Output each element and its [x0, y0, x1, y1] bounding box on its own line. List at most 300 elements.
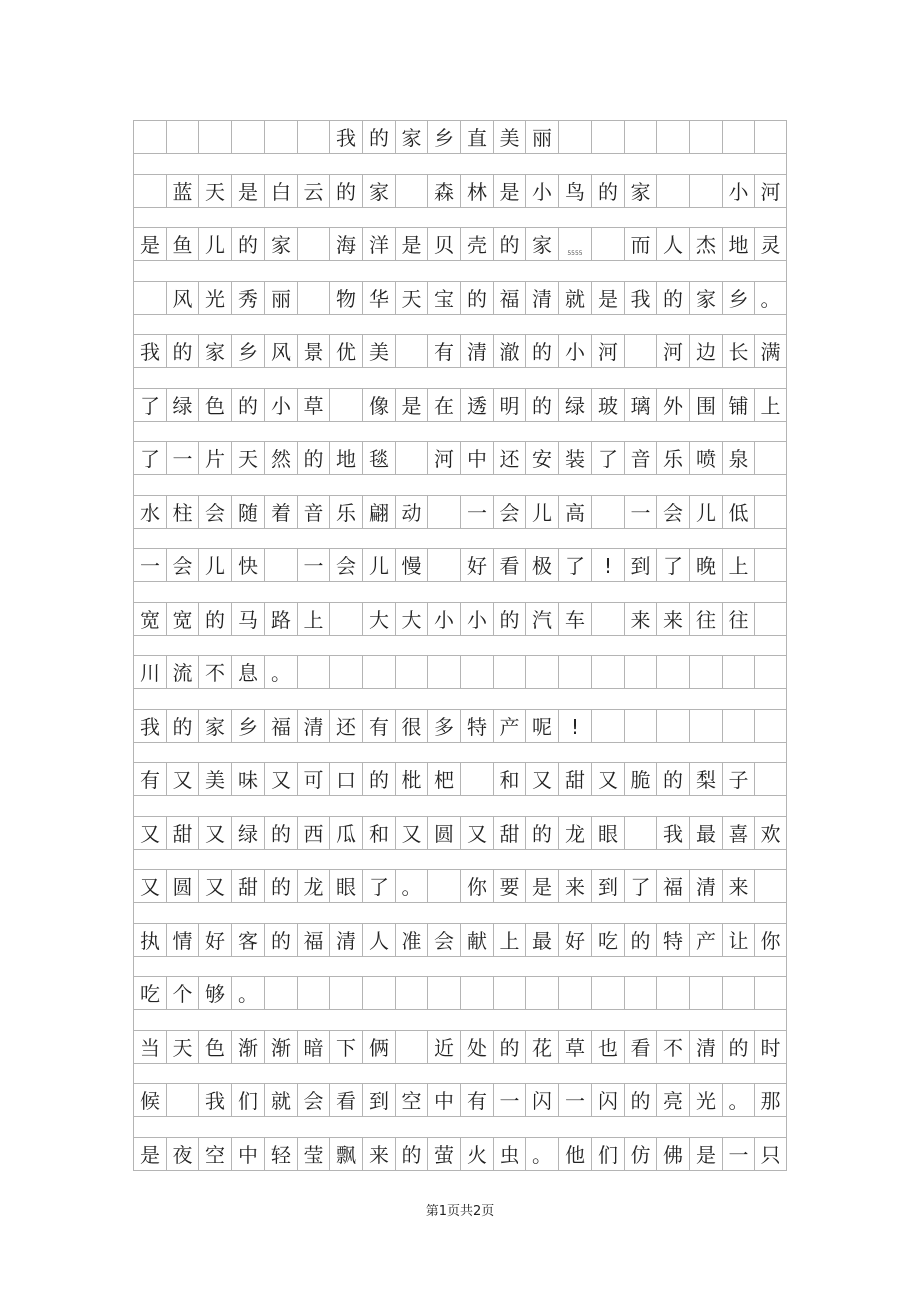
row-gap	[133, 208, 787, 227]
grid-cell: 闪	[592, 1084, 625, 1116]
row-gap	[133, 1117, 787, 1137]
grid-cell: 有	[461, 1084, 494, 1116]
grid-cell: 的	[396, 1138, 428, 1170]
grid-cell: 蓝	[167, 175, 199, 207]
grid-row	[133, 548, 787, 582]
grid-cell	[690, 710, 723, 742]
grid-cell: 产	[494, 710, 526, 742]
grid-cell: 喜	[723, 817, 755, 849]
grid-cell: 宝	[428, 282, 461, 314]
grid-cell	[690, 175, 723, 207]
grid-cell: 鸟	[559, 175, 592, 207]
grid-cell: 的	[265, 870, 298, 902]
grid-cell	[461, 977, 494, 1009]
row-gap	[133, 368, 787, 388]
grid-row	[133, 602, 787, 636]
grid-cell: 色	[199, 389, 232, 421]
grid-cell	[396, 977, 428, 1009]
grid-cell: 一	[461, 496, 494, 528]
grid-cell: 高	[559, 496, 592, 528]
grid-cell: !	[559, 710, 592, 742]
grid-cell: 安	[526, 442, 559, 474]
grid-cell: 是	[396, 228, 428, 260]
grid-cell: 好	[199, 924, 232, 956]
grid-cell: 的	[363, 121, 396, 153]
grid-cell: 的	[657, 282, 690, 314]
grid-cell: 会	[657, 496, 690, 528]
grid-cell	[363, 656, 396, 688]
grid-cell	[657, 121, 690, 153]
grid-cell	[330, 389, 363, 421]
grid-cell: 我	[199, 1084, 232, 1116]
grid-cell: 毯	[363, 442, 396, 474]
grid-cell	[526, 977, 559, 1009]
grid-cell: 光	[690, 1084, 723, 1116]
grid-cell: 佛	[657, 1138, 690, 1170]
grid-cell: 又	[461, 817, 494, 849]
grid-cell: 片	[199, 442, 232, 474]
grid-cell: 的	[494, 228, 526, 260]
grid-cell: 天	[232, 442, 265, 474]
grid-cell	[690, 977, 723, 1009]
grid-cell: 和	[494, 763, 526, 795]
grid-cell: 洋	[363, 228, 396, 260]
grid-cell: 秀	[232, 282, 265, 314]
grid-cell: 又	[134, 870, 167, 902]
grid-cell: 一	[167, 442, 199, 474]
grid-cell: 的	[494, 1031, 526, 1063]
grid-cell: 会	[428, 924, 461, 956]
grid-cell: 他	[559, 1138, 592, 1170]
grid-cell: 客	[232, 924, 265, 956]
grid-cell: 海	[330, 228, 363, 260]
grid-cell	[134, 282, 167, 314]
grid-cell: 林	[461, 175, 494, 207]
grid-cell: 璃	[625, 389, 657, 421]
grid-cell	[755, 870, 786, 902]
grid-cell: 圆	[428, 817, 461, 849]
grid-cell: 又	[592, 763, 625, 795]
grid-cell: 眼	[330, 870, 363, 902]
grid-cell	[265, 977, 298, 1009]
grid-cell: 贝	[428, 228, 461, 260]
grid-cell: 一	[625, 496, 657, 528]
grid-cell	[592, 228, 625, 260]
grid-cell: 福	[494, 282, 526, 314]
grid-cell: 家	[526, 228, 559, 260]
grid-cell: 动	[396, 496, 428, 528]
grid-cell	[428, 496, 461, 528]
grid-cell: 而	[625, 228, 657, 260]
grid-row	[133, 869, 787, 903]
grid-cell: 的	[232, 389, 265, 421]
grid-cell	[755, 496, 786, 528]
grid-cell: 的	[167, 710, 199, 742]
grid-cell: 子	[723, 763, 755, 795]
grid-row	[133, 281, 787, 315]
grid-cell: 来	[363, 1138, 396, 1170]
grid-cell: 流	[167, 656, 199, 688]
grid-cell	[755, 549, 786, 581]
grid-cell: 往	[690, 603, 723, 635]
grid-cell: 产	[690, 924, 723, 956]
grid-cell: 福	[657, 870, 690, 902]
grid-cell	[625, 656, 657, 688]
grid-cell: 大	[396, 603, 428, 635]
grid-cell: 又	[199, 817, 232, 849]
grid-cell: 花	[526, 1031, 559, 1063]
grid-cell: 华	[363, 282, 396, 314]
grid-cell: 小	[265, 389, 298, 421]
grid-cell: 家	[199, 335, 232, 367]
grid-cell: 。	[232, 977, 265, 1009]
grid-cell: 的	[526, 335, 559, 367]
grid-cell: 们	[232, 1084, 265, 1116]
grid-cell: 很	[396, 710, 428, 742]
page-footer: 第1页共2页	[425, 1204, 495, 1219]
grid-cell: 的	[363, 763, 396, 795]
grid-cell: 长	[723, 335, 755, 367]
grid-cell: 闪	[526, 1084, 559, 1116]
grid-cell: 的	[298, 442, 330, 474]
grid-cell	[298, 228, 330, 260]
grid-cell: 了	[592, 442, 625, 474]
grid-cell: 们	[592, 1138, 625, 1170]
grid-cell: 还	[494, 442, 526, 474]
grid-cell: 是	[526, 870, 559, 902]
grid-cell: 个	[167, 977, 199, 1009]
row-gap	[133, 957, 787, 976]
grid-row	[133, 120, 787, 154]
grid-cell: 晚	[690, 549, 723, 581]
grid-cell	[134, 175, 167, 207]
grid-cell: 地	[723, 228, 755, 260]
grid-cell	[494, 977, 526, 1009]
grid-row	[133, 709, 787, 743]
grid-cell: 只	[760, 1143, 781, 1167]
grid-cell	[755, 603, 786, 635]
grid-cell: 清	[330, 924, 363, 956]
grid-cell: 甜	[167, 817, 199, 849]
grid-cell	[428, 656, 461, 688]
grid-cell: 暗	[298, 1031, 330, 1063]
grid-cell	[592, 603, 625, 635]
grid-cell: 极	[526, 549, 559, 581]
grid-cell: 车	[559, 603, 592, 635]
grid-cell: 边	[690, 335, 723, 367]
grid-cell	[592, 977, 625, 1009]
grid-cell: 瓜	[330, 817, 363, 849]
grid-row	[133, 495, 787, 529]
grid-cell: 云	[298, 175, 330, 207]
grid-cell: 马	[232, 603, 265, 635]
grid-cell: 就	[559, 282, 592, 314]
grid-cell: 人	[657, 228, 690, 260]
grid-cell	[625, 121, 657, 153]
grid-cell: 中	[232, 1138, 265, 1170]
grid-cell: 乡	[723, 282, 755, 314]
grid-cell	[330, 977, 363, 1009]
grid-cell: 够	[199, 977, 232, 1009]
row-gap	[133, 743, 787, 762]
grid-row	[133, 655, 787, 689]
grid-cell: 有	[363, 710, 396, 742]
grid-cell: 我	[134, 710, 167, 742]
grid-cell	[657, 710, 690, 742]
grid-cell: 呢	[526, 710, 559, 742]
grid-cell: 儿	[199, 228, 232, 260]
grid-cell: 地	[330, 442, 363, 474]
grid-cell: 绿	[232, 817, 265, 849]
grid-cell: 景	[298, 335, 330, 367]
grid-cell: 河	[592, 335, 625, 367]
grid-cell: 快	[232, 549, 265, 581]
grid-cell: 会	[298, 1084, 330, 1116]
grid-cell: 当	[134, 1031, 167, 1063]
grid-cell: 亮	[657, 1084, 690, 1116]
grid-cell: 下	[330, 1031, 363, 1063]
grid-cell	[428, 870, 461, 902]
grid-cell	[723, 656, 755, 688]
grid-row	[133, 334, 787, 368]
grid-cell: 是	[494, 175, 526, 207]
grid-cell: 近	[428, 1031, 461, 1063]
grid-cell: 是	[232, 175, 265, 207]
grid-cell: 优	[330, 335, 363, 367]
grid-row	[133, 1137, 787, 1171]
grid-cell	[265, 121, 298, 153]
grid-cell: 到	[592, 870, 625, 902]
grid-cell: 清	[690, 870, 723, 902]
grid-cell: 泉	[723, 442, 755, 474]
grid-cell: 大	[363, 603, 396, 635]
grid-cell: 我	[657, 817, 690, 849]
grid-cell: 又	[396, 817, 428, 849]
grid-cell: 处	[461, 1031, 494, 1063]
grid-cell: 的	[592, 175, 625, 207]
grid-cell	[461, 763, 494, 795]
grid-cell: 了	[657, 549, 690, 581]
grid-cell: 和	[363, 817, 396, 849]
grid-cell: 一	[134, 549, 167, 581]
grid-cell: 要	[494, 870, 526, 902]
grid-cell: 一	[723, 1138, 755, 1170]
grid-cell: 小	[428, 603, 461, 635]
grid-cell: 。	[526, 1138, 559, 1170]
grid-cell: 会	[330, 549, 363, 581]
grid-cell: 飘	[330, 1138, 363, 1170]
grid-cell: 看	[625, 1031, 657, 1063]
grid-cell: 了	[625, 870, 657, 902]
grid-cell	[232, 121, 265, 153]
grid-cell: 会	[494, 496, 526, 528]
grid-cell: 夜	[167, 1138, 199, 1170]
grid-cell: 草	[298, 389, 330, 421]
grid-cell: 福	[298, 924, 330, 956]
grid-cell: 准	[396, 924, 428, 956]
grid-cell: 柱	[167, 496, 199, 528]
grid-cell: 美	[494, 121, 526, 153]
grid-cell	[657, 656, 690, 688]
grid-cell: 宽	[134, 603, 167, 635]
grid-cell: 就	[265, 1084, 298, 1116]
grid-cell: 的	[723, 1031, 755, 1063]
grid-cell: 口	[330, 763, 363, 795]
grid-cell: 音	[625, 442, 657, 474]
grid-cell: 最	[526, 924, 559, 956]
grid-cell	[526, 656, 559, 688]
grid-cell: 中	[461, 442, 494, 474]
grid-cell: 的	[494, 603, 526, 635]
grid-cell: 河	[760, 180, 781, 204]
grid-cell	[363, 977, 396, 1009]
grid-cell: 然	[265, 442, 298, 474]
grid-cell: 献	[461, 924, 494, 956]
grid-cell: 甜	[494, 817, 526, 849]
grid-cell: 物	[330, 282, 363, 314]
grid-cell: 透	[461, 389, 494, 421]
grid-cell: 清	[298, 710, 330, 742]
grid-cell	[625, 710, 657, 742]
grid-cell: 清	[526, 282, 559, 314]
grid-cell: 音	[298, 496, 330, 528]
grid-cell: 家	[265, 228, 298, 260]
grid-cell: 喷	[690, 442, 723, 474]
grid-cell: 也	[592, 1031, 625, 1063]
row-gap	[133, 903, 787, 923]
grid-cell: 乡	[232, 710, 265, 742]
grid-cell: 欢	[760, 822, 781, 846]
grid-cell: 澈	[494, 335, 526, 367]
row-gap	[133, 315, 787, 334]
grid-cell: 的	[199, 603, 232, 635]
grid-cell	[625, 335, 657, 367]
grid-cell: 是	[396, 389, 428, 421]
grid-cell: 的	[526, 389, 559, 421]
grid-cell: 的	[625, 924, 657, 956]
grid-cell: 像	[363, 389, 396, 421]
row-gap	[133, 422, 787, 441]
grid-cell: 了	[559, 549, 592, 581]
grid-cell: 来	[657, 603, 690, 635]
grid-cell	[625, 817, 657, 849]
grid-cell: 绿	[559, 389, 592, 421]
grid-cell: 你	[461, 870, 494, 902]
grid-cell: 轻	[265, 1138, 298, 1170]
grid-cell: 又	[526, 763, 559, 795]
grid-cell: 杰	[690, 228, 723, 260]
grid-cell: 宽	[167, 603, 199, 635]
grid-row	[133, 1083, 787, 1117]
grid-cell: 的	[625, 1084, 657, 1116]
grid-cell: 色	[199, 1031, 232, 1063]
grid-cell: 小	[559, 335, 592, 367]
grid-cell: 又	[134, 817, 167, 849]
grid-cell: 特	[461, 710, 494, 742]
grid-cell: 龙	[298, 870, 330, 902]
grid-cell: 会	[167, 549, 199, 581]
grid-cell: 风	[265, 335, 298, 367]
grid-cell: 是	[592, 282, 625, 314]
row-gap	[133, 261, 787, 281]
grid-cell: 装	[559, 442, 592, 474]
grid-cell: 。	[265, 656, 298, 688]
grid-cell	[625, 977, 657, 1009]
grid-cell: 可	[298, 763, 330, 795]
grid-cell: 好	[461, 549, 494, 581]
grid-cell: 好	[559, 924, 592, 956]
grid-row	[133, 388, 787, 422]
grid-cell: 天	[167, 1031, 199, 1063]
grid-cell: 5555	[559, 228, 592, 260]
grid-row	[133, 174, 787, 208]
grid-cell: 又	[167, 763, 199, 795]
grid-cell	[199, 121, 232, 153]
grid-cell: 梨	[690, 763, 723, 795]
grid-cell: 慢	[396, 549, 428, 581]
grid-cell: 一	[494, 1084, 526, 1116]
grid-cell: 福	[265, 710, 298, 742]
grid-cell: 中	[428, 1084, 461, 1116]
grid-cell: 的	[461, 282, 494, 314]
grid-cell	[723, 710, 755, 742]
grid-cell: 让	[723, 924, 755, 956]
grid-cell: 西	[298, 817, 330, 849]
grid-cell	[461, 656, 494, 688]
grid-cell: 丽	[526, 121, 559, 153]
grid-cell: 吃	[134, 977, 167, 1009]
grid-cell: 满	[760, 340, 781, 364]
grid-cell	[396, 335, 428, 367]
grid-cell: 小	[723, 175, 755, 207]
grid-cell: 乡	[232, 335, 265, 367]
grid-cell: 来	[723, 870, 755, 902]
grid-cell: 到	[363, 1084, 396, 1116]
grid-cell: 小	[461, 603, 494, 635]
row-gap	[133, 636, 787, 655]
grid-cell	[396, 175, 428, 207]
grid-cell: 天	[396, 282, 428, 314]
grid-cell: 眼	[592, 817, 625, 849]
grid-cell: 乡	[428, 121, 461, 153]
grid-cell: 俩	[363, 1031, 396, 1063]
grid-cell	[592, 121, 625, 153]
grid-cell	[134, 121, 167, 153]
grid-cell: 甜	[232, 870, 265, 902]
grid-cell: 上	[298, 603, 330, 635]
grid-cell: 是	[134, 228, 167, 260]
grid-cell	[330, 603, 363, 635]
grid-row	[133, 227, 787, 261]
grid-cell	[396, 656, 428, 688]
grid-cell: 渐	[265, 1031, 298, 1063]
grid-cell: 又	[199, 870, 232, 902]
grid-cell: 鱼	[167, 228, 199, 260]
grid-cell	[559, 121, 592, 153]
grid-cell: 铺	[723, 389, 755, 421]
grid-cell: 息	[232, 656, 265, 688]
grid-cell: 的	[167, 335, 199, 367]
grid-cell: 脆	[625, 763, 657, 795]
grid-cell	[592, 496, 625, 528]
grid-row	[133, 976, 787, 1010]
grid-cell: 壳	[461, 228, 494, 260]
grid-cell: 不	[657, 1031, 690, 1063]
grid-cell: 候	[134, 1084, 167, 1116]
grid-cell: 了	[134, 442, 167, 474]
grid-cell: 我	[134, 335, 167, 367]
grid-cell: 儿	[363, 549, 396, 581]
